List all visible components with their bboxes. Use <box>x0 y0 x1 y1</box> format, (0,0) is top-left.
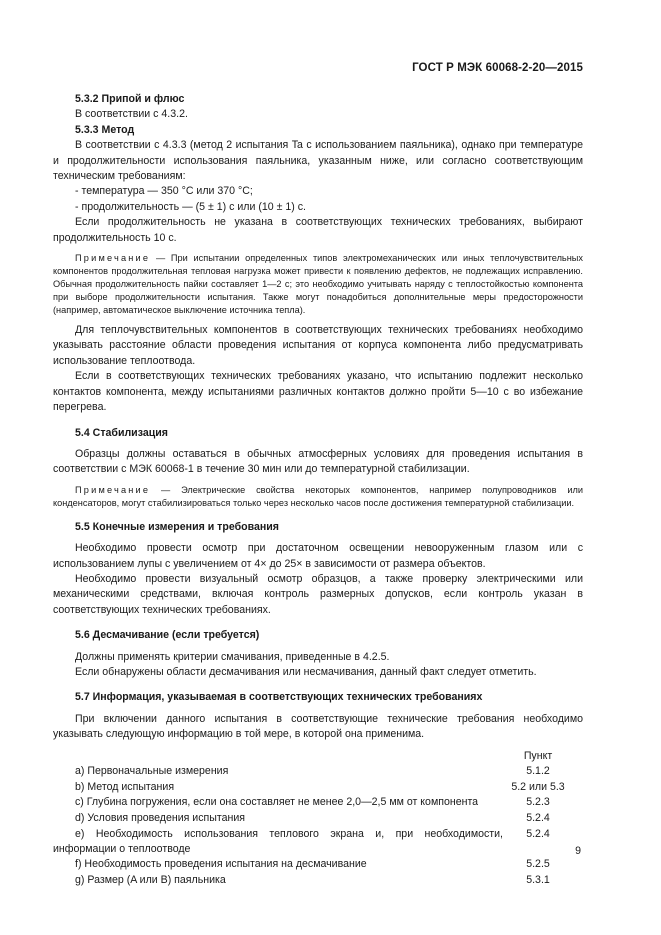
section-heading-5-3-3: 5.3.3 Метод <box>75 123 135 136</box>
paragraph: Для теплочувствительных компонентов в соответствующих технических требованиях необходимо указывать расстояние области проведения испытания от корпуса компонента либо предусматривать использование теплоотвода. <box>53 324 583 367</box>
paragraph: Должны применять критерии смачивания, приведенные в 4.2.5. <box>75 650 390 663</box>
list-item-ref: 5.2.5 <box>526 858 550 871</box>
list-item <box>53 827 583 858</box>
list-item-text: c) Глубина погружения, если она составляет не менее 2,0—2,5 мм от компонента <box>75 796 479 809</box>
paragraph: Необходимо провести визуальный осмотр образцов, а также проверку электрическими или механическими средствами, включая контроль размерных допусков, если контроль указан в соответствующих технических требованиях. <box>53 572 583 616</box>
list-item-ref: 5.1.2 <box>526 765 550 778</box>
paragraph: Если в соответствующих технических требованиях указано, что испытанию подлежит несколько контактов компонента, между испытаниями различных контактов должно пройти 5—10 с во избежание перегрева. <box>53 370 583 414</box>
list-item-text: f) Необходимость проведения испытания на десмачивание <box>75 858 367 871</box>
note-text: — При испытании определенных типов электромеханических или иных теплочувствительных компонентов продолжительная тепловая нагрузка может привести к появлению дефектов, не подлежащих исправлению. Обычная продолжительность пайки составляет 1—2 с; это необходимо учитывать наряду с теплостойкостью компонента при выборе продолжительности испытания. Также могут понадобиться дополнительные меры предосторожности (например, автоматическое выключение источника тепла). <box>53 253 583 316</box>
list-item <box>53 795 583 811</box>
punkt-header-row <box>53 749 583 765</box>
list-item <box>53 873 583 889</box>
page-content <box>53 92 583 889</box>
list-item-ref: 5.2 или 5.3 <box>511 780 565 793</box>
bullet-item: - продолжительность — (5 ± 1) с или (10 ± 1) с. <box>75 200 306 213</box>
section-heading-5-6: 5.6 Десмачивание (если требуется) <box>75 629 260 642</box>
list-item-ref: 5.2.4 <box>526 811 550 824</box>
paragraph: Образцы должны оставаться в обычных атмосферных условиях для проведения испытания в соответствии с МЭК 60068-1 в течение 30 мин или до температурной стабилизации. <box>53 447 583 476</box>
standard-header: ГОСТ Р МЭК 60068-2-20—2015 <box>412 62 583 74</box>
list-item-text: d) Условия проведения испытания <box>75 811 246 824</box>
list-item <box>53 811 583 827</box>
paragraph: Необходимо провести осмотр при достаточном освещении невооруженным глазом или с использованием лупы с увеличением от 4× до 25× в зависимости от размера объектов. <box>53 542 583 570</box>
note-label: Примечание <box>75 484 151 495</box>
list-item-text: g) Размер (A или B) паяльника <box>75 873 226 886</box>
note <box>53 252 583 317</box>
paragraph: Если продолжительность не указана в соответствующих технических требованиях, выбирают продолжительность 10 с. <box>53 216 583 244</box>
section-heading-5-3-2: 5.3.2 Припой и флюс <box>75 93 185 105</box>
list-item-text: e) Необходимость использования теплового экрана и, при необходимости, информации о теплоотводе <box>53 827 503 855</box>
note-text: — Электрические свойства некоторых компонентов, например полупроводников или конденсаторов, могут стабилизироваться только через несколько часов после достижения температурной стабилизации. <box>53 484 583 508</box>
page-number: 9 <box>575 845 581 857</box>
note <box>53 484 583 510</box>
section-heading-5-4: 5.4 Стабилизация <box>75 426 168 439</box>
paragraph: В соответствии с 4.3.3 (метод 2 испытания Ta с использованием паяльника), однако при температуре и продолжительности использования паяльника, указанным ниже, или согласно соответствующим техническим требованиям: <box>53 139 583 183</box>
paragraph: В соответствии с 4.3.2. <box>75 108 188 121</box>
list-item <box>53 764 583 780</box>
list-item-text: a) Первоначальные измерения <box>75 765 229 778</box>
note-label: Примечание <box>75 253 151 264</box>
list-item-ref: 5.2.4 <box>526 827 550 840</box>
list-item-text: b) Метод испытания <box>75 780 175 793</box>
section-heading-5-5: 5.5 Конечные измерения и требования <box>75 520 279 533</box>
section-heading-5-7: 5.7 Информация, указываемая в соответствующих технических требованиях <box>75 691 483 704</box>
list-item <box>53 780 583 796</box>
list-item-ref: 5.2.3 <box>526 796 550 809</box>
punkt-label: Пункт <box>523 749 553 762</box>
list-item-ref: 5.3.1 <box>526 873 550 886</box>
paragraph: Если обнаружены области десмачивания или несмачивания, данный факт следует отметить. <box>75 665 537 678</box>
bullet-item: - температура — 350 °С или 370 °С; <box>75 185 253 198</box>
paragraph: При включении данного испытания в соответствующие технические требования необходимо указывать следующую информацию в той мере, в которой она применима. <box>53 712 583 741</box>
list-item <box>53 857 583 873</box>
